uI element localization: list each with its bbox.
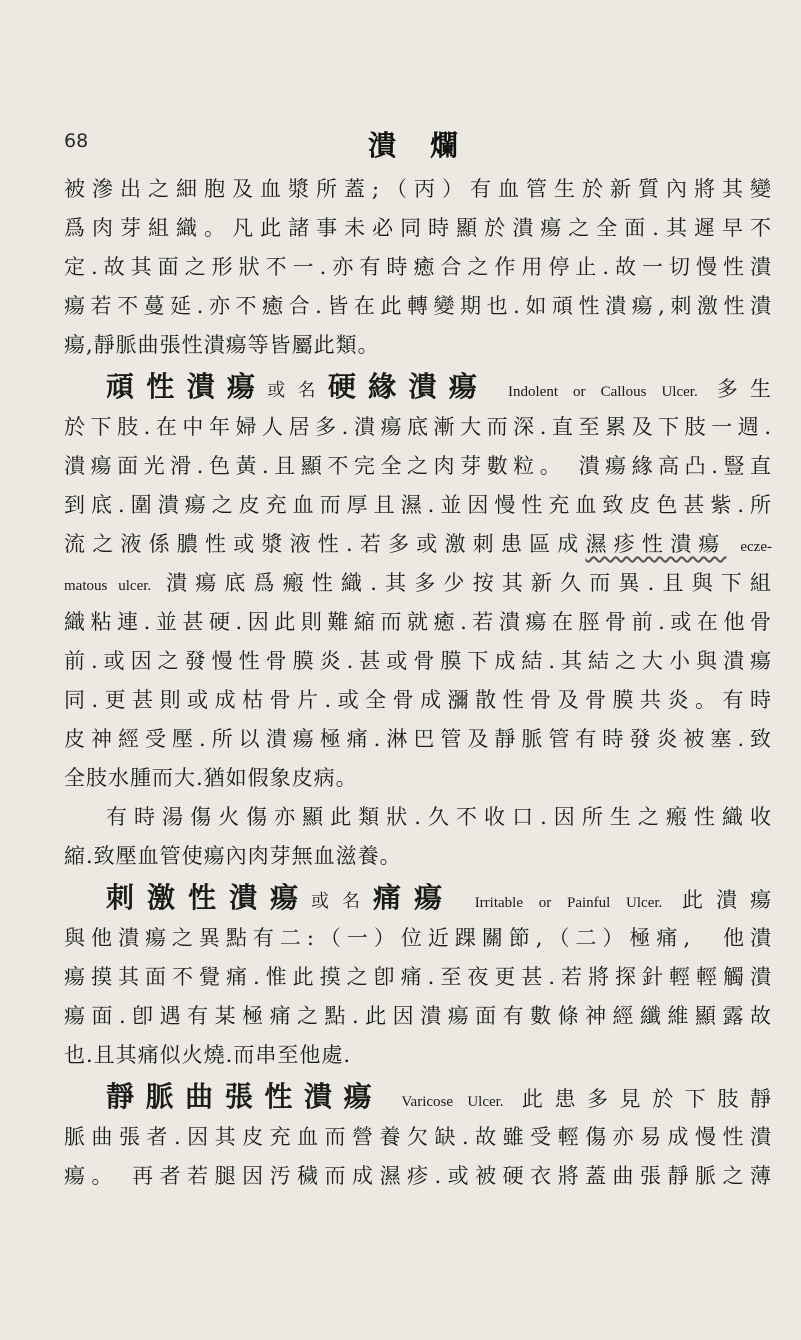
text-line: 也.且其痛似火燒.而串至他處.: [64, 1043, 352, 1067]
text-fragment: 多生: [716, 377, 772, 401]
text-line: 瘍若不蔓延.亦不癒合.皆在此轉變期也.如頑性潰瘍,刺激性潰: [64, 294, 772, 318]
text-line: 於下肢.在中年婦人居多.潰瘍底漸大而深.直至累及下肢一週.: [64, 415, 772, 439]
section-heading: 刺激性潰瘍: [106, 881, 311, 914]
text-line: 被滲出之細胞及血漿所蓋;（丙）有血管生於新質內將其變: [64, 177, 772, 201]
text-line: 同.更甚則或成枯骨片.或全骨成瀰散性骨及骨膜共炎。有時: [64, 688, 772, 712]
text-line: 潰瘍面光滑.色黃.且顯不完全之肉芽數粒。 潰瘍緣高凸.豎直: [64, 454, 772, 478]
section-heading-line: [64, 1075, 772, 1118]
text-line: 縮.致壓血管使瘍內肉芽無血滋養。: [64, 844, 402, 868]
heading-connector: 或名: [311, 891, 373, 912]
text-line: [64, 564, 772, 603]
latin-term: matous ulcer.: [64, 578, 152, 594]
body-text: [64, 170, 772, 1196]
text-line: 瘍,靜脈曲張性潰瘍等皆屬此類。: [64, 333, 380, 357]
text-line: 定.故其面之形狀不一.亦有時癒合之作用停止.故一切慢性潰: [64, 255, 772, 279]
section-heading: 靜脈曲張性潰瘍: [106, 1080, 384, 1113]
text-line: 瘍摸其面不覺痛.惟此摸之卽痛.至夜更甚.若將探針輕輕觸潰: [64, 965, 772, 989]
text-line: 瘍面.卽遇有某極痛之點.此因潰瘍面有數條神經纖維顯露故: [64, 1004, 772, 1028]
page-number: 68: [64, 130, 89, 152]
text-line: [64, 525, 772, 564]
section-heading-alt: 痛瘍: [373, 881, 455, 914]
text-line: 皮神經受壓.所以潰瘍極痛.淋巴管及靜脈管有時發炎被塞.致: [64, 727, 772, 751]
latin-term: ecze-: [740, 539, 772, 555]
page-header: [0, 124, 801, 164]
text-line: 織粘連.並甚硬.因此則難縮而就癒.若潰瘍在脛骨前.或在他骨: [64, 610, 772, 634]
section-heading-line: [64, 876, 772, 919]
text-fragment: 潰瘍底爲瘢性織.其多少按其新久而異.且與下組: [166, 571, 772, 595]
wavy-underlined-term: 濕疹性潰瘍: [585, 532, 727, 556]
latin-term: Indolent or Callous Ulcer.: [508, 384, 698, 400]
text-line: 瘍。 再者若腿因汚穢而成濕疹.或被硬衣將蓋曲張靜脈之薄: [64, 1164, 772, 1188]
section-heading-line: [64, 365, 772, 408]
text-line: 脈曲張者.因其皮充血而營養欠缺.故雖受輕傷亦易成慢性潰: [64, 1125, 772, 1149]
text-line: 爲肉芽組織。凡此諸事未必同時顯於潰瘍之全面.其遲早不: [64, 216, 772, 240]
text-line: 到底.圍潰瘍之皮充血而厚且濕.並因慢性充血致皮色甚紫.所: [64, 493, 772, 517]
latin-term: Irritable or Painful Ulcer.: [474, 895, 663, 911]
text-line: 有時湯傷火傷亦顯此類狀.久不收口.因所生之瘢性織收: [106, 805, 772, 829]
latin-term: Varicose Ulcer.: [401, 1094, 504, 1110]
section-heading-alt: 硬緣潰瘍: [327, 370, 490, 403]
heading-connector: 或名: [267, 380, 328, 401]
text-fragment: 流之液係膿性或漿液性.若多或激刺患區成: [64, 532, 586, 556]
text-line: 全肢水腫而大.猶如假象皮病。: [64, 766, 358, 790]
text-line: 前.或因之發慢性骨膜炎.甚或骨膜下成結.其結之大小與潰瘍: [64, 649, 772, 673]
text-fragment: 此患多見於下肢靜: [521, 1087, 772, 1111]
text-fragment: 此潰瘍: [681, 888, 772, 912]
running-title: 潰爛: [368, 129, 493, 162]
text-line: 與他潰瘍之異點有二:（一）位近踝關節,（二）極痛, 他潰: [64, 926, 772, 950]
section-heading: 頑性潰瘍: [106, 370, 268, 403]
